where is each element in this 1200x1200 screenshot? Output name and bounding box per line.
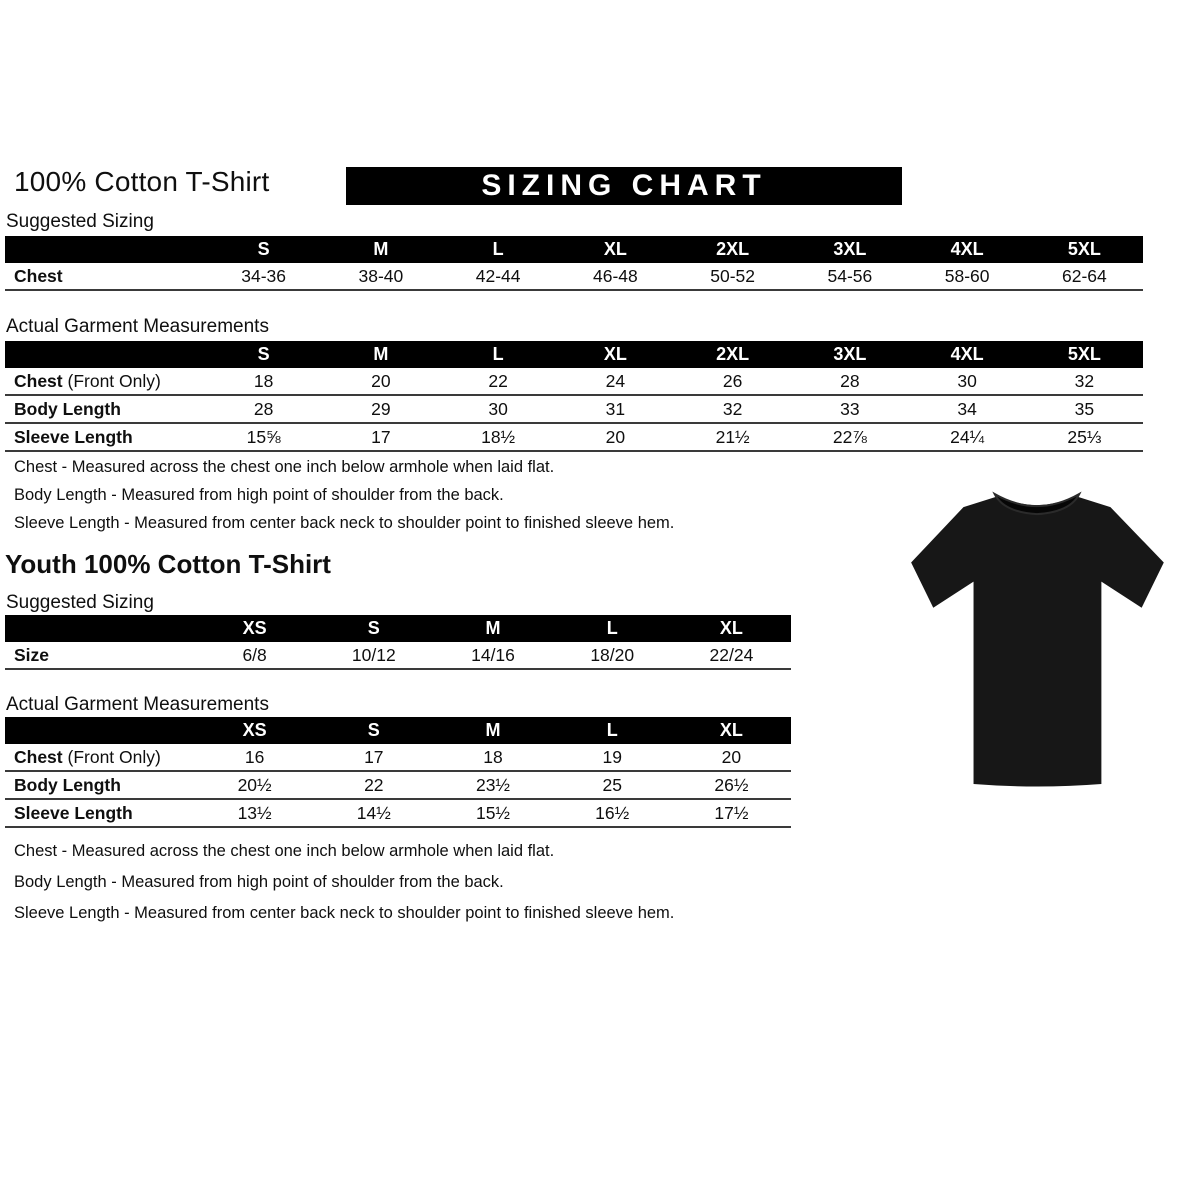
measurement-value: 38-40 xyxy=(358,265,404,286)
measurement-value: 58-60 xyxy=(944,265,990,286)
measurement-value: 10/12 xyxy=(351,644,396,665)
size-column-header: 4XL xyxy=(950,344,984,364)
row-label: Size xyxy=(14,644,50,665)
size-column-header: L xyxy=(492,239,504,259)
size-column-header: 5XL xyxy=(1067,239,1101,259)
measurement-value: 34 xyxy=(957,398,977,419)
table-header-row xyxy=(5,236,1143,263)
sizing-chart-banner: SIZING CHART xyxy=(346,167,902,205)
size-column-header: S xyxy=(257,344,270,364)
measurement-value: 32 xyxy=(722,398,743,419)
measurement-value: 28 xyxy=(840,370,860,391)
measurement-note: Chest - Measured across the chest one inch below armhole when laid flat. xyxy=(14,458,555,476)
size-column-header: M xyxy=(373,344,389,364)
measurement-value: 21½ xyxy=(715,426,750,447)
row-label-cell xyxy=(5,399,205,420)
measurement-value: 16½ xyxy=(595,802,630,823)
measurement-value: 54-56 xyxy=(827,265,873,286)
row-label: Body Length xyxy=(14,774,121,795)
table-row xyxy=(5,368,1143,396)
youth-measurement-notes xyxy=(14,842,674,935)
measurement-value: 24¼ xyxy=(950,426,985,447)
measurement-value: 20 xyxy=(371,370,391,391)
youth-section-title: Youth 100% Cotton T-Shirt xyxy=(5,549,331,579)
size-column-header: 5XL xyxy=(1067,344,1101,364)
tshirt-silhouette-icon xyxy=(893,472,1195,808)
size-column-header: S xyxy=(257,239,270,259)
size-column-header: L xyxy=(492,344,504,364)
measurement-value: 19 xyxy=(602,746,622,767)
measurement-value: 14½ xyxy=(356,802,391,823)
youth-suggested-sizing-table xyxy=(5,615,791,670)
row-label: Chest xyxy=(14,265,63,286)
size-column-header: S xyxy=(367,618,380,638)
measurement-value: 33 xyxy=(840,398,860,419)
size-column-header: XL xyxy=(719,618,743,638)
table-row xyxy=(5,772,791,800)
measurement-value: 20½ xyxy=(237,774,272,795)
measurement-value: 31 xyxy=(605,398,626,419)
measurement-value: 46-48 xyxy=(592,265,638,286)
measurement-value: 24 xyxy=(605,370,626,391)
table-row xyxy=(5,642,791,670)
measurement-value: 14/16 xyxy=(471,644,515,665)
row-label-cell xyxy=(5,645,195,666)
measurement-value: 15⅝ xyxy=(246,426,281,447)
measurement-value: 20 xyxy=(605,426,626,447)
adult-suggested-sizing-label: Suggested Sizing xyxy=(6,211,154,232)
adult-measurement-notes xyxy=(14,458,674,542)
row-label: Body Length xyxy=(14,398,121,419)
size-column-header: 3XL xyxy=(833,239,867,259)
table-header-row xyxy=(5,615,791,642)
row-label-cell xyxy=(5,775,195,796)
row-label-cell xyxy=(5,266,205,287)
measurement-value: 17 xyxy=(371,426,391,447)
youth-actual-measurements-label: Actual Garment Measurements xyxy=(6,694,269,715)
measurement-value: 42-44 xyxy=(475,265,521,286)
measurement-value: 35 xyxy=(1074,398,1095,419)
measurement-value: 28 xyxy=(253,398,274,419)
row-label-cell xyxy=(5,371,205,392)
youth-suggested-sizing-label: Suggested Sizing xyxy=(6,592,154,613)
row-label: Chest xyxy=(14,746,63,767)
row-label: Sleeve Length xyxy=(14,802,133,823)
row-label-cell xyxy=(5,747,195,768)
size-column-header: 2XL xyxy=(716,344,750,364)
measurement-value: 17½ xyxy=(714,802,749,823)
measurement-value: 13½ xyxy=(237,802,272,823)
measurement-note: Body Length - Measured from high point of shoulder from the back. xyxy=(14,873,504,891)
table-row xyxy=(5,424,1143,452)
measurement-value: 29 xyxy=(371,398,391,419)
measurement-value: 25⅓ xyxy=(1067,426,1102,447)
row-label-cell xyxy=(5,427,205,448)
size-column-header: 2XL xyxy=(716,239,750,259)
table-row xyxy=(5,800,791,828)
size-column-header: S xyxy=(367,720,380,740)
measurement-value: 62-64 xyxy=(1061,265,1107,286)
measurement-value: 18½ xyxy=(481,426,516,447)
measurement-value: 18 xyxy=(483,746,503,767)
measurement-value: 23½ xyxy=(475,774,511,795)
size-column-header: XS xyxy=(242,618,267,638)
measurement-value: 18/20 xyxy=(590,644,635,665)
row-label-note: (Front Only) xyxy=(62,370,161,391)
measurement-value: 26½ xyxy=(714,774,749,795)
measurement-note: Sleeve Length - Measured from center back neck to shoulder point to finished sleeve hem. xyxy=(14,904,675,922)
measurement-value: 30 xyxy=(957,370,977,391)
measurement-value: 32 xyxy=(1074,370,1095,391)
measurement-note: Sleeve Length - Measured from center back neck to shoulder point to finished sleeve hem. xyxy=(14,514,675,532)
page-title: 100% Cotton T-Shirt xyxy=(14,166,270,197)
measurement-value: 18 xyxy=(253,370,274,391)
measurement-value: 30 xyxy=(488,398,508,419)
measurement-value: 20 xyxy=(721,746,742,767)
measurement-value: 22 xyxy=(488,370,508,391)
adult-suggested-sizing-table xyxy=(5,236,1143,291)
size-column-header: L xyxy=(606,720,618,740)
size-column-header: XS xyxy=(242,720,267,740)
youth-actual-measurements-table xyxy=(5,717,791,828)
black-tshirt-image xyxy=(893,472,1195,808)
measurement-value: 6/8 xyxy=(242,644,267,665)
table-header-row xyxy=(5,341,1143,368)
size-column-header: M xyxy=(373,239,389,259)
table-row xyxy=(5,396,1143,424)
measurement-value: 22⅞ xyxy=(832,426,867,447)
size-column-header: 4XL xyxy=(950,239,984,259)
measurement-value: 22 xyxy=(364,774,384,795)
row-label: Chest xyxy=(14,370,63,391)
measurement-value: 17 xyxy=(364,746,384,767)
measurement-note: Chest - Measured across the chest one inch below armhole when laid flat. xyxy=(14,842,555,860)
table-row xyxy=(5,263,1143,291)
size-column-header: 3XL xyxy=(833,344,867,364)
measurement-value: 16 xyxy=(244,746,265,767)
size-column-header: XL xyxy=(603,239,627,259)
measurement-note: Body Length - Measured from high point of shoulder from the back. xyxy=(14,486,504,504)
measurement-value: 50-52 xyxy=(710,265,755,286)
row-label: Sleeve Length xyxy=(14,426,133,447)
size-column-header: XL xyxy=(719,720,743,740)
size-column-header: M xyxy=(485,618,501,638)
adult-actual-measurements-label: Actual Garment Measurements xyxy=(6,316,269,337)
size-column-header: M xyxy=(485,720,501,740)
row-label-cell xyxy=(5,803,195,824)
measurement-value: 25 xyxy=(602,774,622,795)
row-label-note: (Front Only) xyxy=(62,746,161,767)
measurement-value: 22/24 xyxy=(709,644,754,665)
size-column-header: XL xyxy=(603,344,627,364)
measurement-value: 15½ xyxy=(475,802,511,823)
measurement-value: 26 xyxy=(722,370,743,391)
measurement-value: 34-36 xyxy=(241,265,286,286)
adult-actual-measurements-table xyxy=(5,341,1143,452)
table-row xyxy=(5,744,791,772)
size-column-header: L xyxy=(606,618,618,638)
table-header-row xyxy=(5,717,791,744)
